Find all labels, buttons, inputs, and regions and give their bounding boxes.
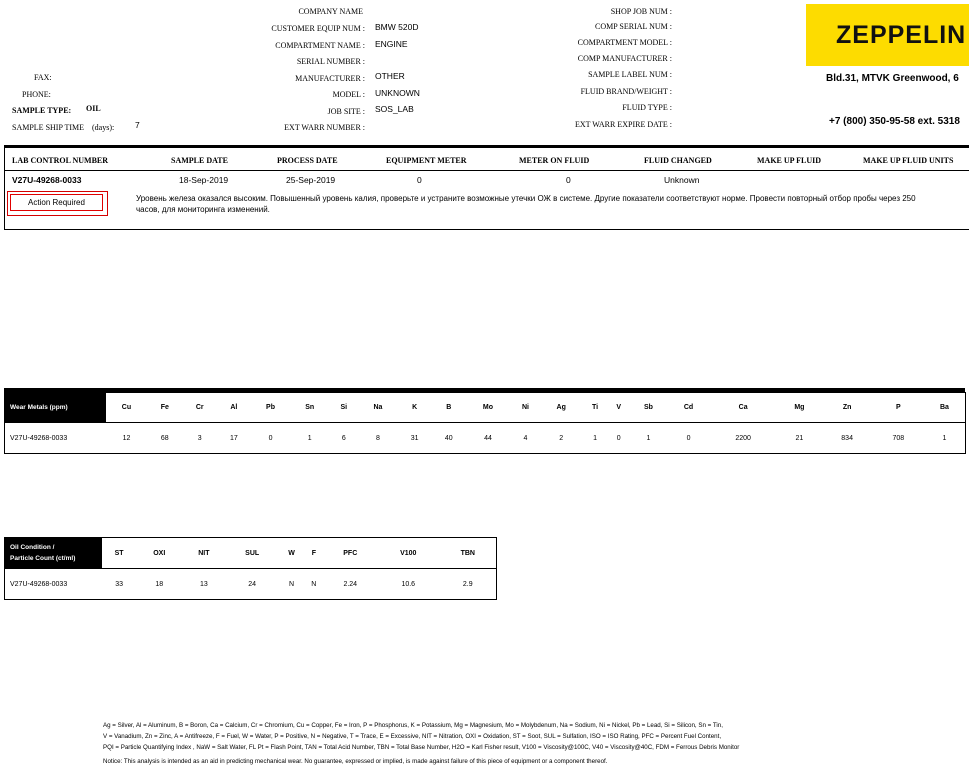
wear-row-id: V27U-49268-0033 xyxy=(5,423,107,454)
wear-val-si: 6 xyxy=(329,423,358,454)
manufacturer-label: MANUFACTURER : xyxy=(295,74,365,83)
oil-col-oxi: OXI xyxy=(136,538,182,569)
process-date: 25-Sep-2019 xyxy=(286,175,336,185)
meter-on-fluid: 0 xyxy=(566,175,571,185)
wear-metals-header-row xyxy=(5,393,966,423)
oil-condition-header-row xyxy=(5,538,497,569)
oil-condition-title-line2: Particle Count (ct/ml) xyxy=(10,555,76,562)
wear-val-cr: 3 xyxy=(183,423,217,454)
wear-col-ag: Ag xyxy=(541,393,582,423)
wear-metals-title: Wear Metals (ppm) xyxy=(5,393,107,423)
legend-line-3: PQI = Particle Quantifying Index , NaW = Salt Water, FL Pt = Flash Point, TAN = Total Acid Number, TBN = Total Base Number, H2O = Karl Fisher result, V100 = Viscosity@100C, V40 = Viscosity@40C, FDM = Ferrous Debris Monitor xyxy=(103,744,740,751)
shop-job-num-label: SHOP JOB NUM : xyxy=(610,7,672,16)
customer-equip-num-label: CUSTOMER EQUIP NUM : xyxy=(271,24,365,33)
oil-col-nit: NIT xyxy=(182,538,225,569)
wear-val-na: 8 xyxy=(358,423,397,454)
sample-label-num-label: SAMPLE LABEL NUM : xyxy=(588,70,672,79)
wear-col-sn: Sn xyxy=(290,393,329,423)
ext-warr-number-label: EXT WARR NUMBER : xyxy=(284,123,365,132)
wear-val-al: 17 xyxy=(217,423,251,454)
oil-val-oxi: 18 xyxy=(136,569,182,600)
wear-val-cd: 0 xyxy=(668,423,709,454)
oil-val-pfc: 2.24 xyxy=(324,569,378,600)
table-row xyxy=(5,569,497,600)
section-divider xyxy=(4,145,969,148)
lab-control-number: V27U-49268-0033 xyxy=(12,175,82,185)
sample-type-value: OIL xyxy=(86,104,101,113)
sample-date-header: SAMPLE DATE xyxy=(171,156,228,165)
ship-time-unit: (days): xyxy=(92,123,115,132)
wear-val-ag: 2 xyxy=(541,423,582,454)
meter-on-fluid-header: METER ON FLUID xyxy=(519,156,590,165)
wear-val-pb: 0 xyxy=(251,423,290,454)
oil-condition-title xyxy=(5,538,103,569)
job-site-value: SOS_LAB xyxy=(375,104,414,114)
wear-val-ca: 2200 xyxy=(709,423,777,454)
oil-col-sul: SUL xyxy=(225,538,279,569)
sample-type-label: SAMPLE TYPE: xyxy=(12,106,72,115)
oil-row-id: V27U-49268-0033 xyxy=(5,569,103,600)
company-name-label: COMPANY NAME xyxy=(298,7,363,16)
wear-val-ti: 1 xyxy=(582,423,609,454)
legend-line-1: Ag = Silver, Al = Aluminum, B = Boron, Ca = Calcium, Cr = Chromium, Cu = Copper, Fe = Iron, P = Phosphorus, K = Potassium, Mg = Magnesium, Mo = Molybdenum, Na = Sodium, Ni = Nickel, Pb = Lead, Si = Silicon, Sn = Tin, xyxy=(103,722,723,729)
wear-val-ba: 1 xyxy=(924,423,966,454)
wear-val-mo: 44 xyxy=(466,423,510,454)
wear-col-na: Na xyxy=(358,393,397,423)
wear-col-cd: Cd xyxy=(668,393,709,423)
oil-val-v100: 10.6 xyxy=(377,569,440,600)
oil-col-tbn: TBN xyxy=(440,538,497,569)
oil-val-w: N xyxy=(279,569,304,600)
make-up-fluid-units-header: MAKE UP FLUID UNITS xyxy=(863,156,954,165)
wear-col-ni: Ni xyxy=(510,393,541,423)
wear-col-cr: Cr xyxy=(183,393,217,423)
wear-val-ni: 4 xyxy=(510,423,541,454)
wear-val-v: 0 xyxy=(608,423,628,454)
wear-metals-table xyxy=(4,392,966,454)
lab-box-left-border xyxy=(4,148,5,230)
wear-val-cu: 12 xyxy=(106,423,147,454)
table-row xyxy=(5,423,966,454)
wear-val-sb: 1 xyxy=(629,423,668,454)
process-date-header: PROCESS DATE xyxy=(277,156,338,165)
wear-col-k: K xyxy=(398,393,432,423)
wear-val-p: 708 xyxy=(873,423,924,454)
fluid-type-label: FLUID TYPE : xyxy=(622,103,672,112)
compartment-model-label: COMPARTMENT MODEL : xyxy=(577,38,672,47)
zeppelin-logo xyxy=(806,4,969,66)
lab-comment: Уровень железа оказался высоким. Повышенный уровень калия, проверьте и устраните возможные утечки ОЖ в системе. Другие показатели соответствуют норме. Провести повторный отбор пробы через 250 часов, для мониторинга изменений. xyxy=(136,194,916,214)
wear-col-sb: Sb xyxy=(629,393,668,423)
model-value: UNKNOWN xyxy=(375,88,420,98)
oil-col-pfc: PFC xyxy=(324,538,378,569)
customer-equip-num-value: BMW 520D xyxy=(375,22,419,32)
wear-val-zn: 834 xyxy=(822,423,873,454)
equipment-meter-header: EQUIPMENT METER xyxy=(386,156,467,165)
make-up-fluid-header: MAKE UP FLUID xyxy=(757,156,821,165)
oil-col-st: ST xyxy=(102,538,136,569)
compartment-name-label: COMPARTMENT NAME : xyxy=(275,41,365,50)
ext-warr-expire-date-label: EXT WARR EXPIRE DATE : xyxy=(574,120,672,129)
fluid-changed-header: FLUID CHANGED xyxy=(644,156,712,165)
wear-col-b: B xyxy=(432,393,466,423)
comp-serial-num-label: COMP SERIAL NUM : xyxy=(595,22,672,31)
oil-col-w: W xyxy=(279,538,304,569)
oil-val-st: 33 xyxy=(102,569,136,600)
lab-control-number-header: LAB CONTROL NUMBER xyxy=(12,156,109,165)
oil-val-f: N xyxy=(304,569,323,600)
manufacturer-value: OTHER xyxy=(375,71,405,81)
company-address: Bld.31, MTVK Greenwood, 6 xyxy=(826,73,959,84)
notice-text: Notice: This analysis is intended as an aid in predicting mechanical wear. No guarantee, expressed or implied, is made against failure of this piece of equipment or a component thereof. xyxy=(103,758,608,765)
job-site-label: JOB SITE : xyxy=(327,107,365,116)
wear-val-k: 31 xyxy=(398,423,432,454)
wear-val-b: 40 xyxy=(432,423,466,454)
fluid-changed: Unknown xyxy=(664,175,700,185)
phone-label: PHONE: xyxy=(22,90,51,99)
lab-box-bottom-border xyxy=(4,229,969,230)
fax-label: FAX: xyxy=(34,73,52,82)
wear-col-mo: Mo xyxy=(466,393,510,423)
wear-col-zn: Zn xyxy=(822,393,873,423)
ship-time-value: 7 xyxy=(135,120,140,130)
oil-val-tbn: 2.9 xyxy=(440,569,497,600)
fluid-brand-weight-label: FLUID BRAND/WEIGHT : xyxy=(580,87,672,96)
sample-date: 18-Sep-2019 xyxy=(179,175,229,185)
wear-col-ba: Ba xyxy=(924,393,966,423)
oil-condition-title-line1: Oil Condition / xyxy=(10,544,55,551)
wear-val-mg: 21 xyxy=(777,423,821,454)
wear-col-si: Si xyxy=(329,393,358,423)
wear-col-v: V xyxy=(608,393,628,423)
oil-condition-table xyxy=(4,537,497,600)
oil-col-v100: V100 xyxy=(377,538,440,569)
wear-col-mg: Mg xyxy=(777,393,821,423)
oil-val-sul: 24 xyxy=(225,569,279,600)
legend-line-2: V = Vanadium, Zn = Zinc, A = Antifreeze, F = Fuel, W = Water, P = Positive, N = Negative, T = Trace, E = Excessive, NIT = Nitration, OXI = Oxidation, ST = Soot, SUL = Sulfation, ISO = ISO Rating, PFC = Percent Fuel Content, xyxy=(103,733,722,740)
wear-col-al: Al xyxy=(217,393,251,423)
wear-val-fe: 68 xyxy=(147,423,183,454)
compartment-name-value: ENGINE xyxy=(375,39,408,49)
comp-manufacturer-label: COMP MANUFACTURER : xyxy=(577,54,672,63)
equipment-meter: 0 xyxy=(417,175,422,185)
wear-col-cu: Cu xyxy=(106,393,147,423)
status-badge xyxy=(7,191,108,216)
company-phone: +7 (800) 350-95-58 ext. 5318 xyxy=(829,116,960,127)
oil-val-nit: 13 xyxy=(182,569,225,600)
status-badge-label: Action Required xyxy=(10,194,103,211)
serial-number-label: SERIAL NUMBER : xyxy=(296,57,365,66)
ship-time-label: SAMPLE SHIP TIME xyxy=(12,123,85,132)
wear-col-ti: Ti xyxy=(582,393,609,423)
wear-val-sn: 1 xyxy=(290,423,329,454)
oil-col-f: F xyxy=(304,538,323,569)
model-label: MODEL : xyxy=(332,90,365,99)
logo-text: ZEPPELIN xyxy=(836,21,967,49)
lab-header-divider xyxy=(4,170,969,171)
wear-col-p: P xyxy=(873,393,924,423)
wear-col-ca: Ca xyxy=(709,393,777,423)
wear-col-pb: Pb xyxy=(251,393,290,423)
wear-col-fe: Fe xyxy=(147,393,183,423)
